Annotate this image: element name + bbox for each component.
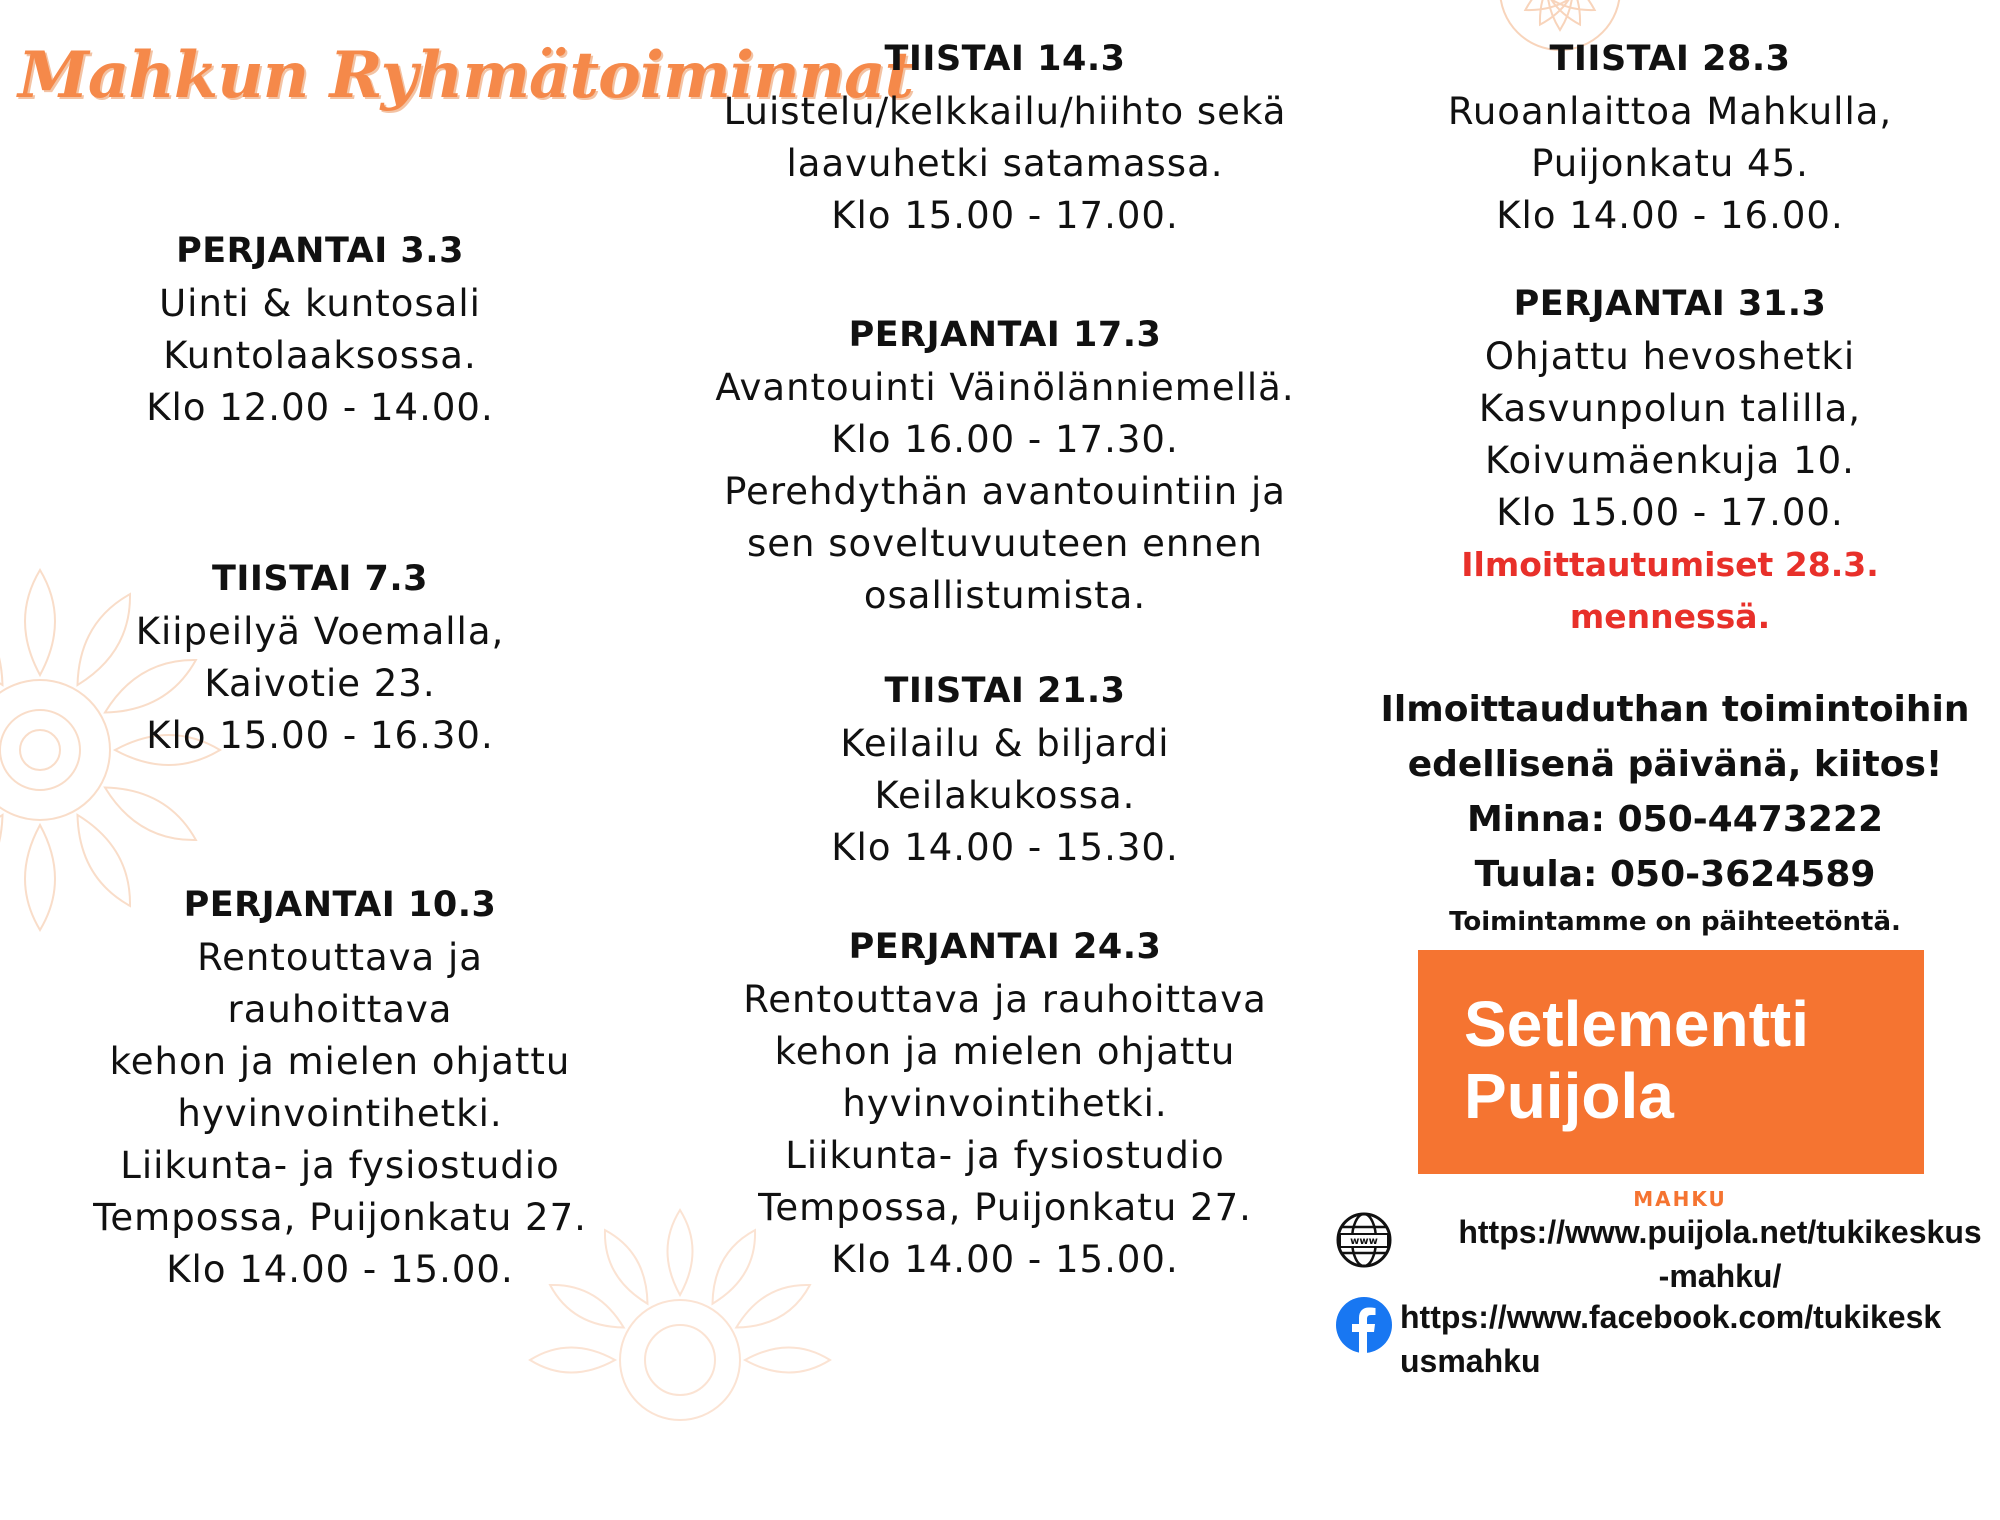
event-line: laavuhetki satamassa.	[786, 142, 1224, 185]
facebook-url[interactable]: https://www.facebook.com/tukikesk	[1400, 1299, 1942, 1335]
event-line: Rentouttava ja rauhoittava	[197, 936, 483, 1031]
website-url[interactable]: -mahku/	[1658, 1258, 1782, 1294]
event-line: Avantouinti Väinölänniemellä.	[715, 366, 1295, 409]
event-line: Tempossa, Puijonkatu 27.	[93, 1196, 587, 1239]
event-line: Ohjattu hevoshetki	[1484, 335, 1856, 378]
event-day: TIISTAI 21.3	[884, 671, 1126, 711]
event-line: Keilailu & biljardi	[840, 722, 1170, 765]
registration-deadline: mennessä.	[1569, 597, 1771, 636]
column-3	[1390, 0, 1950, 680]
event-line: Rentouttava ja rauhoittava	[743, 978, 1267, 1021]
event-line: kehon ja mielen ohjattu	[774, 1030, 1236, 1073]
event-line: Klo 14.00 - 16.00.	[1496, 194, 1844, 237]
event-line: Kasvunpolun talilla,	[1478, 387, 1862, 430]
event-line: Luistelu/kelkkailu/hiihto sekä	[723, 90, 1287, 133]
substance-free-note: Toimintamme on päihteetöntä.	[1449, 907, 1901, 937]
event-day: TIISTAI 28.3	[1549, 39, 1791, 79]
event-line: osallistumista.	[863, 574, 1147, 617]
registration-request: edellisenä päivänä, kiitos!	[1407, 744, 1943, 785]
banner-line: Setlementti	[1464, 988, 1809, 1060]
event-line: sen soveltuvuuteen ennen	[747, 522, 1263, 565]
event-line: Puijonkatu 45.	[1531, 142, 1809, 185]
event-line: Uinti & kuntosali	[159, 282, 481, 325]
event-perjantai-31-3	[1390, 281, 1950, 643]
banner-line: Puijola	[1464, 1060, 1674, 1132]
column-1	[70, 0, 587, 1414]
contact-tuula: Tuula: 050-3624589	[1474, 854, 1876, 895]
event-perjantai-17-3	[710, 312, 1300, 622]
event-line: Kaivotie 23.	[204, 662, 436, 705]
globe-icon	[1334, 1210, 1394, 1270]
event-line: Klo 15.00 - 16.30.	[146, 714, 494, 757]
event-day: PERJANTAI 10.3	[183, 885, 497, 925]
event-day: TIISTAI 14.3	[884, 39, 1126, 79]
page-title: Mahkun Ryhmätoiminnat	[18, 38, 914, 113]
event-line: Klo 14.00 - 15.00.	[166, 1248, 514, 1291]
event-line: Kiipeilyä Voemalla,	[135, 610, 505, 653]
event-day: PERJANTAI 3.3	[176, 231, 464, 271]
event-line: Kuntolaaksossa.	[163, 334, 477, 377]
column-2	[710, 0, 1300, 1414]
event-line: Koivumäenkuja 10.	[1485, 439, 1855, 482]
contact-info	[1360, 682, 1990, 942]
event-tiistai-14-3	[710, 36, 1300, 242]
svg-text:www: www	[1350, 1236, 1378, 1247]
facebook-icon	[1334, 1295, 1394, 1355]
event-tiistai-28-3	[1390, 36, 1950, 242]
event-line: Klo 16.00 - 17.30.	[831, 418, 1179, 461]
event-day: PERJANTAI 31.3	[1513, 284, 1827, 324]
event-line: Klo 14.00 - 15.00.	[831, 1238, 1179, 1281]
event-tiistai-21-3	[710, 668, 1300, 874]
event-day: PERJANTAI 17.3	[848, 315, 1162, 355]
event-line: Perehdythän avantouintiin ja	[724, 470, 1286, 513]
registration-deadline: Ilmoittautumiset 28.3.	[1461, 545, 1879, 584]
event-line: hyvinvointihetki.	[177, 1092, 503, 1135]
registration-request: Ilmoittauduthan toimintoihin	[1380, 689, 1970, 730]
event-line: Klo 14.00 - 15.30.	[831, 826, 1179, 869]
event-line: Liikunta- ja fysiostudio	[785, 1134, 1225, 1177]
event-tiistai-7-3	[70, 556, 570, 762]
event-line: Klo 15.00 - 17.00.	[1496, 491, 1844, 534]
event-line: Klo 15.00 - 17.00.	[831, 194, 1179, 237]
event-day: TIISTAI 7.3	[211, 559, 429, 599]
mahku-label: MAHKU	[1633, 1187, 1727, 1211]
website-url[interactable]: https://www.puijola.net/tukikeskus	[1458, 1214, 1982, 1250]
event-line: Ruoanlaittoa Mahkulla,	[1447, 90, 1893, 133]
facebook-url[interactable]: usmahku	[1400, 1343, 1541, 1379]
event-line: Keilakukossa.	[874, 774, 1136, 817]
website-link[interactable]	[1334, 1210, 2000, 1298]
facebook-link[interactable]	[1334, 1295, 1960, 1383]
setlementti-puijola-banner	[1418, 950, 1924, 1174]
event-line: kehon ja mielen ohjattu	[109, 1040, 571, 1083]
event-perjantai-3-3	[70, 228, 570, 434]
event-line: hyvinvointihetki.	[842, 1082, 1168, 1125]
event-perjantai-10-3	[80, 882, 600, 1296]
event-line: Klo 12.00 - 14.00.	[146, 386, 494, 429]
event-line: Tempossa, Puijonkatu 27.	[758, 1186, 1252, 1229]
event-perjantai-24-3	[710, 924, 1300, 1286]
contact-minna: Minna: 050-4473222	[1466, 799, 1884, 840]
event-day: PERJANTAI 24.3	[848, 927, 1162, 967]
event-line: Liikunta- ja fysiostudio	[120, 1144, 560, 1187]
